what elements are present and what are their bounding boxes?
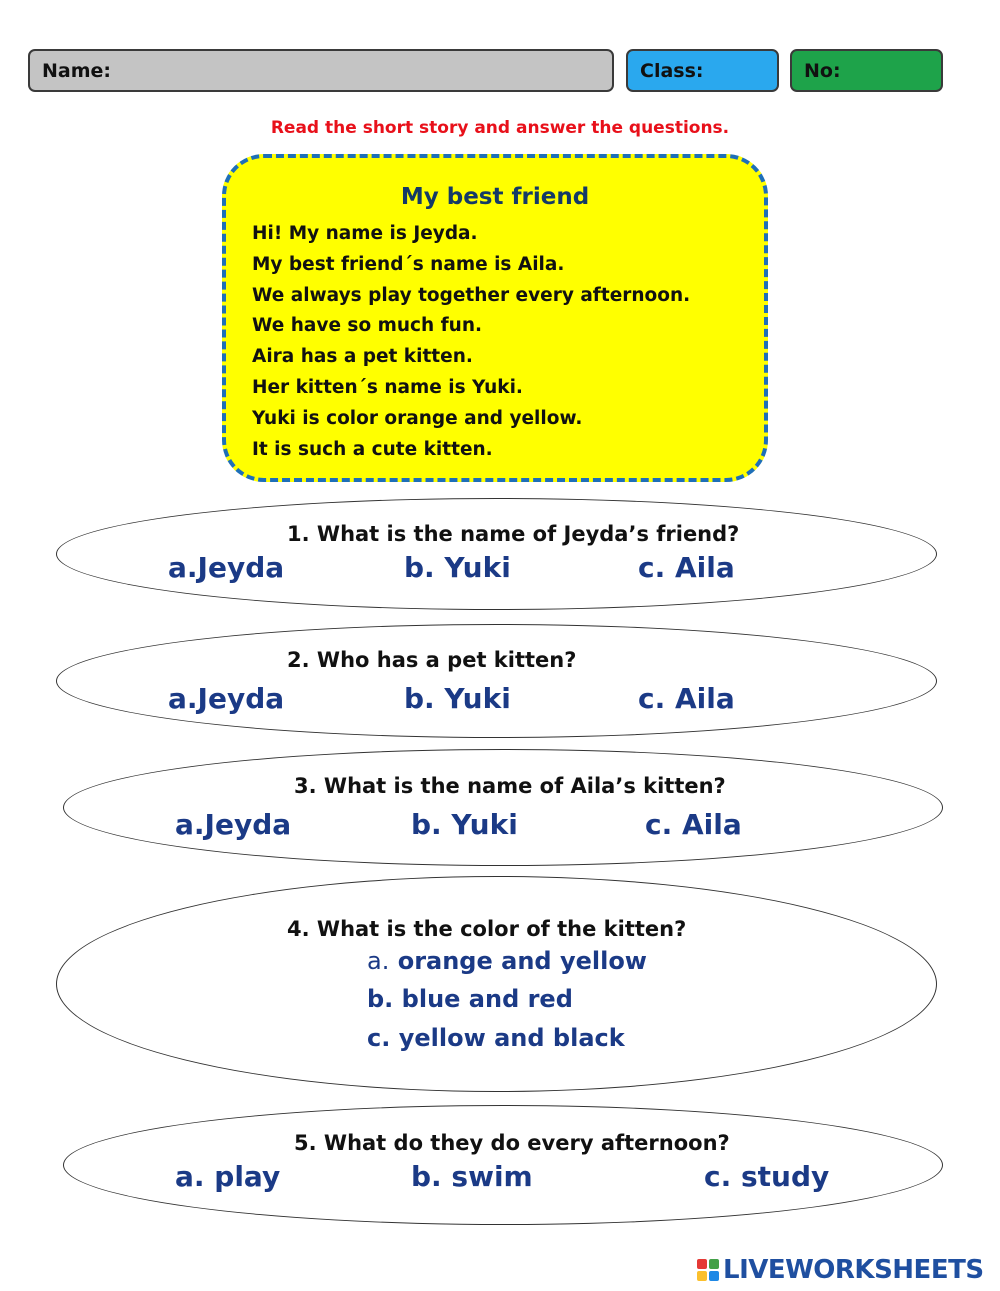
question-4-option-c[interactable]: [367, 1024, 625, 1052]
story-line: Hi! My name is Jeyda.: [252, 223, 478, 244]
question-3-option-c[interactable]: c. Aila: [645, 808, 742, 841]
brand-logo-square: [709, 1271, 719, 1281]
story-line: Aira has a pet kitten.: [252, 346, 473, 368]
question-5-option-a[interactable]: a. play: [175, 1160, 281, 1193]
question-4-text: 4. What is the color of the kitten?: [287, 917, 687, 941]
story-line: Her kitten´s name is Yuki.: [252, 376, 523, 398]
story-line: It is such a cute kitten.: [252, 438, 493, 460]
question-2-text: 2. Who has a pet kitten?: [287, 648, 577, 672]
name-label: Name:: [42, 59, 112, 82]
question-4-option-c-prefix: c.: [367, 1024, 391, 1052]
question-4-oval: [56, 876, 937, 1092]
question-3-option-b[interactable]: b. Yuki: [411, 808, 518, 841]
brand-name: LIVEWORKSHEETS: [723, 1255, 984, 1285]
question-5-option-c[interactable]: c. study: [704, 1160, 830, 1193]
story-lines: [252, 219, 690, 465]
question-1-option-a[interactable]: a.Jeyda: [168, 551, 285, 584]
story-box: [222, 154, 768, 482]
story-line: Yuki is color orange and yellow.: [252, 407, 583, 429]
question-2-option-b[interactable]: b. Yuki: [404, 682, 511, 715]
question-4-option-c-text: yellow and black: [398, 1024, 625, 1052]
number-label: No:: [804, 59, 841, 82]
question-1-option-b[interactable]: b. Yuki: [404, 551, 511, 584]
story-line: We always play together every afternoon.: [252, 284, 691, 306]
question-4-option-a-text: orange and yellow: [397, 947, 647, 975]
brand-logo-icon: [697, 1259, 719, 1281]
class-field[interactable]: [626, 49, 779, 92]
brand-logo-square: [697, 1271, 707, 1281]
question-5-text: 5. What do they do every afternoon?: [294, 1131, 730, 1155]
question-1-text: 1. What is the name of Jeyda’s friend?: [287, 522, 740, 546]
brand-logo-square: [697, 1259, 707, 1269]
question-4-option-b-prefix: b.: [367, 985, 394, 1013]
instruction-text: Read the short story and answer the questions.: [270, 118, 730, 138]
question-2-option-a[interactable]: a.Jeyda: [168, 682, 285, 715]
class-label: Class:: [640, 59, 704, 82]
question-4-option-a[interactable]: [367, 947, 647, 975]
question-3-option-a[interactable]: a.Jeyda: [175, 808, 292, 841]
story-title: My best friend: [400, 184, 590, 210]
question-4-option-a-prefix: a.: [367, 947, 390, 975]
story-line: We have so much fun.: [252, 315, 483, 337]
question-1-option-c[interactable]: c. Aila: [638, 551, 735, 584]
question-5-option-b[interactable]: b. swim: [411, 1160, 533, 1193]
question-3-text: 3. What is the name of Aila’s kitten?: [294, 774, 726, 798]
name-field[interactable]: [28, 49, 614, 92]
question-4-option-b[interactable]: [367, 985, 573, 1013]
question-4-option-b-text: blue and red: [401, 985, 573, 1013]
number-field[interactable]: [790, 49, 943, 92]
question-2-oval: [56, 624, 937, 738]
brand-logo-square: [709, 1259, 719, 1269]
question-2-option-c[interactable]: c. Aila: [638, 682, 735, 715]
story-line: My best friend´s name is Aila.: [252, 253, 565, 275]
liveworksheets-brand: [697, 1253, 984, 1287]
